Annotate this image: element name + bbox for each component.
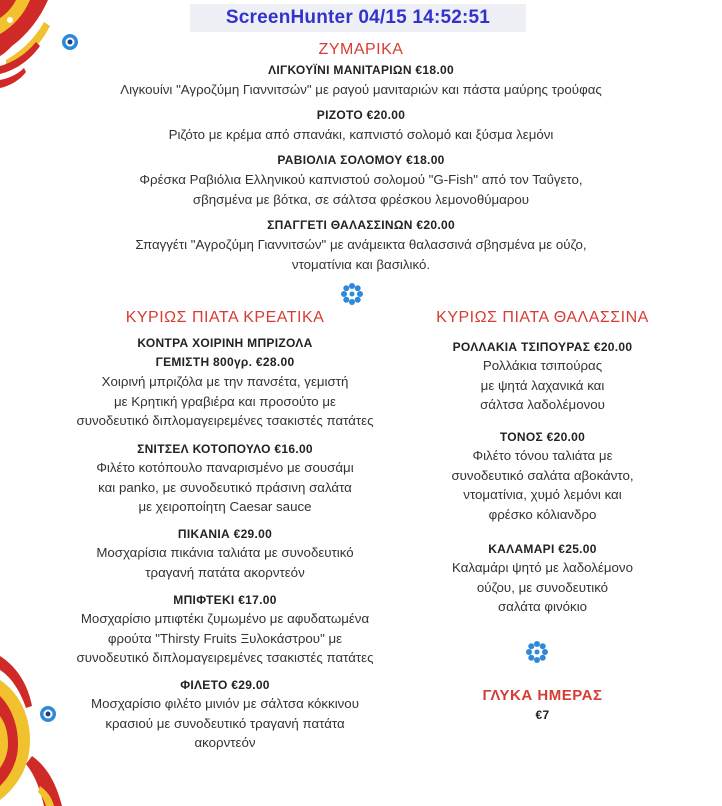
meat-section [65,308,385,328]
item-description: συνοδευτικό σαλάτα αβοκάντο, [451,467,634,483]
item-name: ΦΙΛΕΤΟ €29.00 [180,678,270,692]
item-description: με ψητά λαχανικά και [480,377,605,393]
item-description: και panko, με συνοδευτικό πράσινη σαλάτα [98,479,352,495]
meat-item-schnitzel [65,440,385,517]
pasta-section [0,40,722,60]
pasta-item-ravioli [0,152,722,209]
ornament-icon [340,282,364,306]
item-description: Φιλέτο κοτόπουλο παναρισμένο με σουσάμι [96,460,354,475]
item-name: ΚΟΝΤΡΑ ΧΟΙΡΙΝΗ ΜΠΡΙΖΟΛΑ [137,336,313,350]
seafood-section-title: ΚΥΡΙΩΣ ΠΙΑΤΑ ΘΑΛΑΣΣΙΝΑ [436,309,649,326]
item-description: φρέσκο κόλιανδρο [488,506,597,522]
item-description: Χοιρινή μπριζόλα με την πανσέτα, γεμιστή [101,374,349,389]
seafood-item-tuna [405,428,680,524]
pasta-item-linguine [0,62,722,100]
item-description: κρασιού με συνοδευτικό τραγανή πατάτα [105,715,345,731]
item-description: σβησμένα με βότκα, σε σάλτσα φρέσκου λεμονοθύμαρου [192,191,530,207]
item-description: με χειροποίητη Caesar sauce [138,499,312,514]
item-description: με Κρητική γραβιέρα και προσούτο με [113,393,336,409]
item-description: Φιλέτο τόνου ταλιάτα με [472,448,613,463]
seafood-item-seabream-rolls [405,338,680,415]
meat-item-pork-chop [65,335,385,431]
item-description: Ρολλάκια τσιπούρας [482,358,603,373]
item-description: Σπαγγέτι "Αγροζύμη Γιαννιτσών" με ανάμεικτα θαλασσινά σβησμένα με ούζο, [135,237,587,252]
item-name: ΤΟΝΟΣ €20.00 [499,430,586,444]
item-name: ΛΙΓΚΟΥΪΝΙ ΜΑΝΙΤΑΡΙΩΝ €18.00 [268,63,454,77]
item-name: ΡΑΒΙΟΛΙΑ ΣΟΛΟΜΟΥ €18.00 [277,153,445,167]
item-name: ΓΕΜΙΣΤΗ 800γρ. €28.00 [155,355,295,369]
screenhunter-banner: ScreenHunter 04/15 14:52:51 [190,4,526,32]
seafood-section [405,308,680,328]
item-name: ΡΟΛΛΑΚΙΑ ΤΣΙΠΟΥΡΑΣ €20.00 [452,340,633,354]
meat-item-fillet [65,676,385,753]
item-description: ούζου, με συνοδευτικό [476,579,609,595]
pasta-item-risotto [0,107,722,145]
dessert-price: €7 [535,708,550,722]
item-name: ΚΑΛΑΜΑΡΙ €25.00 [488,542,597,556]
pasta-item-spaghetti [0,217,722,274]
item-description: Λιγκουίνι "Αγροζύμη Γιαννιτσών" με ραγού μανιταριών και πάστα μαύρης τρούφας [120,82,602,97]
meat-section-title: ΚΥΡΙΩΣ ΠΙΑΤΑ ΚΡΕΑΤΙΚΑ [125,309,325,326]
item-description: τραγανή πατάτα ακορντεόν [145,564,305,580]
pasta-section-title: ΖΥΜΑΡΙΚΑ [318,41,404,58]
item-name: ΡΙΖΟΤΟ €20.00 [316,108,406,122]
dessert-section-title: ΓΛΥΚΑ ΗΜΕΡΑΣ [482,687,603,704]
ornament-icon [525,640,549,664]
item-name: ΠΙΚΑΝΙΑ €29.00 [177,527,273,541]
item-description: ντοματίνια, χυμό λεμόνι και [463,487,622,502]
meat-item-biftekі [65,591,385,668]
item-name: ΜΠΙΦΤΕΚΙ €17.00 [173,593,277,607]
item-description: σάλτσα λαδολέμονου [480,397,605,412]
item-description: σαλάτα φινόκιο [497,599,588,614]
item-description: Μοσχαρίσιο φιλέτο μινιόν με σάλτσα κόκκινου [91,696,359,711]
seafood-item-squid [405,540,680,617]
item-description: Μοσχαρίσιο μπιφτέκι ζυμωμένο με αφυδατωμένα [80,611,370,626]
item-description: Καλαμάρι ψητό με λαδολέμονο [452,560,633,575]
meat-item-picanha [65,525,385,582]
item-description: Ριζότο με κρέμα από σπανάκι, καπνιστό σολομό και ξύσμα λεμόνι [168,127,554,142]
item-name: ΣΝΙΤΣΕΛ ΚΟΤΟΠΟΥΛΟ €16.00 [137,442,313,456]
item-description: ακορντεόν [194,735,256,750]
item-description: φρούτα "Thirsty Fruits Ξυλοκάστρου" με [107,630,343,646]
item-description: ντοματίνια και βασιλικό. [291,256,431,272]
item-description: Μοσχαρίσια πικάνια ταλιάτα με συνοδευτικό [96,545,354,560]
item-description: συνοδευτικό διπλομαγειρεμένες τσακιστές πατάτες [76,650,374,665]
dessert-section [405,686,680,724]
item-description: συνοδευτικό διπλομαγειρεμένες τσακιστές πατάτες [76,413,374,428]
item-description: Φρέσκα Ραβιόλια Ελληνικού καπνιστού σολομού "G-Fish" από τον Ταΰγετο, [139,172,583,187]
item-name: ΣΠΑΓΓΕΤΙ ΘΑΛΑΣΣΙΝΩΝ €20.00 [267,218,455,232]
corner-decoration-bottom-icon [0,636,70,806]
